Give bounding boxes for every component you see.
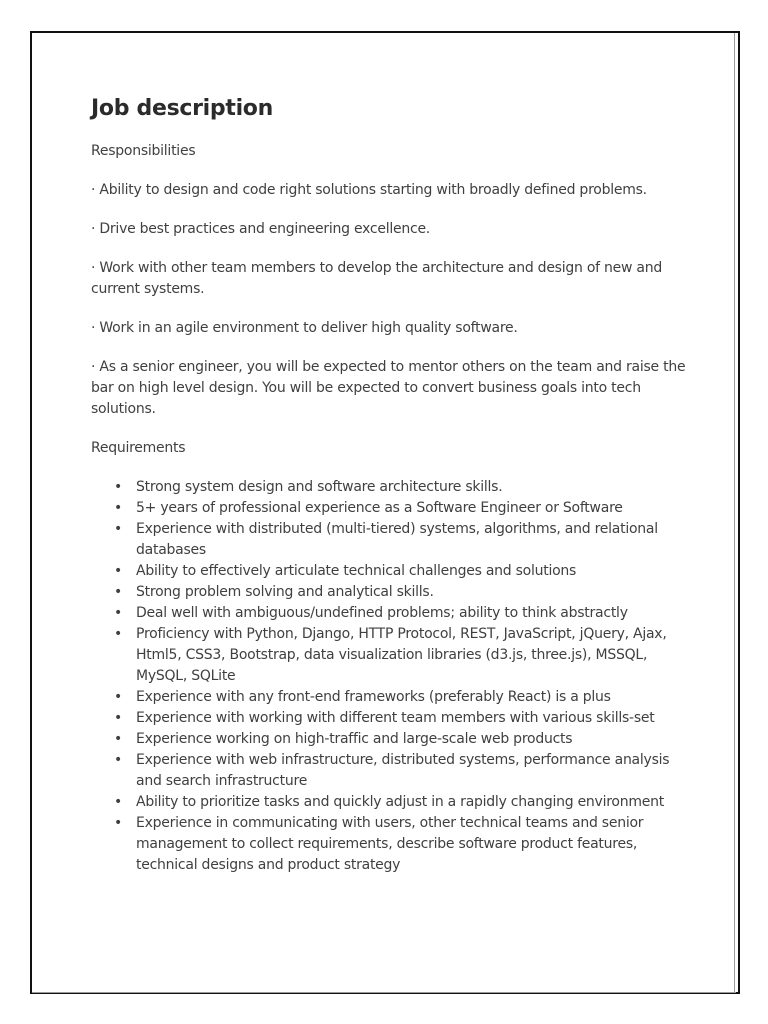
requirement-text: Strong problem solving and analytical skills.: [136, 584, 434, 600]
bullet-icon: •: [114, 710, 123, 726]
requirement-item: [114, 813, 691, 876]
requirement-text: Experience working on high-traffic and large-scale web products: [136, 731, 573, 747]
bullet-icon: •: [114, 479, 123, 495]
bullet-icon: •: [114, 605, 123, 621]
job-description-content: [91, 94, 691, 876]
requirements-heading: Requirements: [91, 440, 186, 456]
requirement-item: [114, 498, 691, 519]
requirement-text: Experience with web infrastructure, distributed systems, performance analysis and search infrastructure: [136, 752, 670, 789]
bullet-icon: •: [114, 563, 123, 579]
requirement-item: [114, 687, 691, 708]
requirements-list: [91, 477, 691, 876]
requirement-text: Ability to prioritize tasks and quickly adjust in a rapidly changing environment: [136, 794, 664, 810]
bullet-icon: •: [114, 626, 123, 642]
responsibility-item: · As a senior engineer, you will be expected to mentor others on the team and raise the bar on high level design. You will be expected to convert business goals into tech solutions.: [91, 359, 686, 417]
frame-shadow-right: [734, 33, 735, 992]
requirement-item: [114, 708, 691, 729]
requirement-item: [114, 603, 691, 624]
requirement-text: Experience with any front-end frameworks (preferably React) is a plus: [136, 689, 611, 705]
requirement-text: Deal well with ambiguous/undefined problems; ability to think abstractly: [136, 605, 628, 621]
requirement-text: 5+ years of professional experience as a Software Engineer or Software: [136, 500, 623, 516]
requirement-item: [114, 561, 691, 582]
bullet-icon: •: [114, 500, 123, 516]
bullet-icon: •: [114, 689, 123, 705]
bullet-icon: •: [114, 584, 123, 600]
requirement-text: Experience in communicating with users, other technical teams and senior management to collect requirements, describe software product features, technical designs and product strategy: [136, 815, 644, 873]
bullet-icon: •: [114, 752, 123, 768]
requirement-item: [114, 519, 691, 561]
requirement-item: [114, 624, 691, 687]
requirement-item: [114, 477, 691, 498]
requirement-text: Strong system design and software architecture skills.: [136, 479, 503, 495]
requirement-text: Proficiency with Python, Django, HTTP Protocol, REST, JavaScript, jQuery, Ajax, Html5, CSS3, Bootstrap, data visualization libraries (d3.js, three.js), MSSQL, MySQL, SQLite: [136, 626, 667, 684]
requirement-item: [114, 750, 691, 792]
requirement-text: Ability to effectively articulate technical challenges and solutions: [136, 563, 577, 579]
responsibility-item: · Drive best practices and engineering excellence.: [91, 221, 431, 237]
responsibility-item: · Work in an agile environment to deliver high quality software.: [91, 320, 518, 336]
requirement-item: [114, 729, 691, 750]
responsibility-item: · Ability to design and code right solutions starting with broadly defined problems.: [91, 182, 647, 198]
requirement-text: Experience with distributed (multi-tiered) systems, algorithms, and relational databases: [136, 521, 658, 558]
bullet-icon: •: [114, 815, 123, 831]
bullet-icon: •: [114, 794, 123, 810]
requirement-text: Experience with working with different team members with various skills-set: [136, 710, 655, 726]
frame-shadow-bottom: [32, 992, 736, 993]
bullet-icon: •: [114, 731, 123, 747]
responsibilities-heading: Responsibilities: [91, 143, 196, 159]
responsibility-item: · Work with other team members to develop the architecture and design of new and current systems.: [91, 260, 662, 297]
requirement-item: [114, 582, 691, 603]
bullet-icon: •: [114, 521, 123, 537]
page-title: Job description: [91, 96, 273, 121]
requirement-item: [114, 792, 691, 813]
